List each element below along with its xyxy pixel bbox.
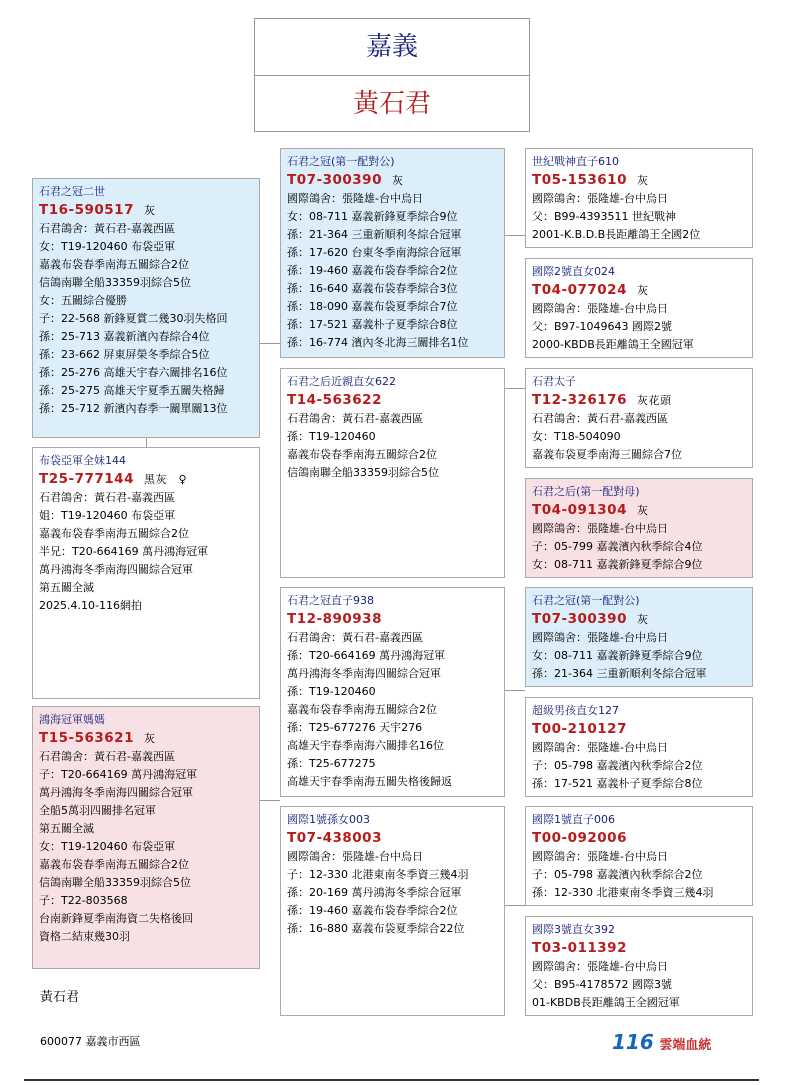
pedigree-line: 石君鴿舍：黃石君-嘉義西區 xyxy=(532,412,668,425)
pedigree-header xyxy=(254,18,530,132)
pigeon-title: 石君之冠直子938 xyxy=(287,594,374,607)
ring-number-row xyxy=(532,281,746,300)
ring-number-row xyxy=(287,391,498,410)
ring-number: T07-438003 xyxy=(287,830,382,846)
footer-address: 600077 嘉義市西區 xyxy=(40,1035,141,1048)
pedigree-line: 嘉義布袋春季南海五關綜合2位 xyxy=(39,258,189,271)
pedigree-line: 女：五關綜合優勝 xyxy=(39,294,127,307)
pedigree-line: 嘉義布袋春季南海五關綜合2位 xyxy=(287,448,437,461)
pedigree-line: 孫：17-521 嘉義朴子夏季綜合8位 xyxy=(532,777,703,790)
pedigree-line: 信鴿南聯全船33359羽綜合5位 xyxy=(39,276,191,289)
connector-line xyxy=(505,235,525,236)
pedigree-line: 父：B95-4178572 國際3號 xyxy=(532,978,672,991)
pigeon-title: 石君之后近親直女622 xyxy=(287,375,396,388)
pedigree-line: 父：B97-1049643 國際2號 xyxy=(532,320,672,333)
pedigree-line: 2001-K.B.D.B長距離鴿王全國2位 xyxy=(532,228,701,241)
pedigree-line: 石君鴿舍：黃石君-嘉義西區 xyxy=(39,491,175,504)
sibling-pigeon-card xyxy=(32,447,260,699)
feather-color: 灰 xyxy=(143,204,156,217)
pedigree-line: 國際鴿舍：張隆雄-台中烏日 xyxy=(532,960,668,973)
ggp-card-6 xyxy=(525,697,753,797)
connector-line xyxy=(260,800,280,801)
pigeon-title: 石君之冠(第一配對公) xyxy=(532,594,640,607)
pedigree-line: 2025.4.10-116網拍 xyxy=(39,599,142,612)
logo-number: 116 xyxy=(612,1030,654,1054)
pigeon-title: 石君太子 xyxy=(532,375,576,388)
pedigree-line: 國際鴿舍：張隆雄-台中烏日 xyxy=(532,522,668,535)
ring-number-row xyxy=(532,391,746,410)
pigeon-title: 世紀戰神直子610 xyxy=(532,155,619,168)
ring-number: T05-153610 xyxy=(532,172,627,188)
ring-number: T25-777144 xyxy=(39,471,134,487)
pedigree-line: 孫：25-713 嘉義新濱內春綜合4位 xyxy=(39,330,210,343)
pedigree-line: 孫：18-090 嘉義布袋夏季綜合7位 xyxy=(287,300,458,313)
pedigree-line: 國際鴿舍：張隆雄-台中烏日 xyxy=(532,192,668,205)
pedigree-line: 女：T19-120460 布袋亞軍 xyxy=(39,240,176,253)
pedigree-line: 子：05-799 嘉義濱內秋季綜合4位 xyxy=(532,540,703,553)
ggp-card-5 xyxy=(525,587,753,687)
pedigree-line: 2000-KBDB長距離鴿王全國冠軍 xyxy=(532,338,694,351)
pedigree-line: 第五關全滅 xyxy=(39,581,94,594)
pedigree-line: 台南新鋒夏季南海資二失格後回 xyxy=(39,912,193,925)
pedigree-line: 孫：25-712 新濱內春季一關單關13位 xyxy=(39,402,228,415)
pedigree-line: 孫：21-364 三重新順利冬綜合冠軍 xyxy=(532,667,707,680)
pedigree-line: 嘉義布袋春季南海五關綜合2位 xyxy=(39,858,189,871)
pigeon-title: 國際3號直女392 xyxy=(532,923,615,936)
pedigree-line: 孫：19-460 嘉義布袋春季綜合2位 xyxy=(287,264,458,277)
connector-line xyxy=(505,388,525,389)
ring-number-row xyxy=(532,829,746,848)
ggp-card-1 xyxy=(525,148,753,248)
pedigree-line: 孫：25-276 高雄天宇春六關排名16位 xyxy=(39,366,228,379)
bottom-divider xyxy=(24,1079,759,1081)
pedigree-line: 第五關全滅 xyxy=(39,822,94,835)
ring-number-row xyxy=(532,939,746,958)
ggp-card-3 xyxy=(525,368,753,468)
pedigree-line: 女：T19-120460 布袋亞軍 xyxy=(39,840,176,853)
pedigree-line: 孫：21-364 三重新順利冬綜合冠軍 xyxy=(287,228,462,241)
pedigree-line: 國際鴿舍：張隆雄-台中烏日 xyxy=(287,850,423,863)
pedigree-line: 孫：25-275 高雄天宇夏季五關失格歸 xyxy=(39,384,225,397)
pedigree-line: 女：08-711 嘉義新鋒夏季綜合9位 xyxy=(532,558,703,571)
feather-color: 灰花頭 xyxy=(636,394,672,407)
pedigree-line: 全船5萬羽四關排名冠軍 xyxy=(39,804,156,817)
pedigree-line: 石君鴿舍：黃石君-嘉義西區 xyxy=(287,412,423,425)
sire-dam-pigeon-card xyxy=(280,368,505,578)
pedigree-line: 子：12-330 北港東南冬季資三幾4羽 xyxy=(287,868,469,881)
pedigree-line: 子：22-568 新鋒夏賞二幾30羽失格回 xyxy=(39,312,228,325)
pedigree-line: 嘉義布袋春季南海五關綜合2位 xyxy=(287,703,437,716)
ring-number-row xyxy=(39,201,253,220)
pedigree-line: 父：B99-4393511 世紀戰神 xyxy=(532,210,676,223)
pedigree-line: 子：T22-803568 xyxy=(39,894,128,907)
pedigree-line: 石君鴿舍：黃石君-嘉義西區 xyxy=(39,222,175,235)
pedigree-line: 孫：T19-120460 xyxy=(287,430,376,443)
ring-number-row xyxy=(532,610,746,629)
connector-line xyxy=(260,343,280,344)
ggp-card-8 xyxy=(525,916,753,1016)
connector-line xyxy=(505,690,525,691)
pedigree-line: 孫：12-330 北港東南冬季資三幾4羽 xyxy=(532,886,714,899)
pedigree-line: 孫：T20-664169 萬丹鴻海冠軍 xyxy=(287,649,446,662)
pedigree-line: 01-KBDB長距離鴿王全國冠軍 xyxy=(532,996,680,1009)
connector-line xyxy=(505,905,525,906)
pigeon-title: 石君之冠二世 xyxy=(39,185,105,198)
pedigree-line: 萬丹鴻海冬季南海四關綜合冠軍 xyxy=(39,786,193,799)
ring-number-row xyxy=(39,729,253,748)
pedigree-line: 高雄天宇春季南海六關排名16位 xyxy=(287,739,444,752)
pedigree-line: 高雄天宇春季南海五關失格後歸返 xyxy=(287,775,452,788)
connector-line xyxy=(146,438,147,447)
pedigree-line: 孫：20-169 萬丹鴻海冬季綜合冠軍 xyxy=(287,886,462,899)
ring-number: T14-563622 xyxy=(287,392,382,408)
pigeon-title: 布袋亞軍全妹144 xyxy=(39,454,126,467)
pedigree-line: 信鴿南聯全船33359羽綜合5位 xyxy=(287,466,439,479)
ring-number: T15-563621 xyxy=(39,730,134,746)
pedigree-line: 孫：T19-120460 xyxy=(287,685,376,698)
pedigree-line: 萬丹鴻海冬季南海四關綜合冠軍 xyxy=(39,563,193,576)
dam-pigeon-card xyxy=(32,706,260,969)
ggp-card-7 xyxy=(525,806,753,906)
pigeon-title: 石君之后(第一配對母) xyxy=(532,485,640,498)
subject-pigeon-card xyxy=(32,178,260,438)
pedigree-line: 半兄：T20-664169 萬丹鴻海冠軍 xyxy=(39,545,209,558)
ring-number: T07-300390 xyxy=(287,172,382,188)
feather-color: 灰 xyxy=(636,284,649,297)
pedigree-line: 嘉義布袋夏季南海三關綜合7位 xyxy=(532,448,682,461)
ring-number: T04-091304 xyxy=(532,502,627,518)
ring-number: T07-300390 xyxy=(532,611,627,627)
feather-color: 灰 xyxy=(636,174,649,187)
pedigree-line: 石君鴿舍：黃石君-嘉義西區 xyxy=(39,750,175,763)
pedigree-line: 孫：17-620 台東冬季南海綜合冠軍 xyxy=(287,246,462,259)
owner-title: 黃石君 xyxy=(352,89,431,119)
pigeon-title: 國際1號直子006 xyxy=(532,813,615,826)
ring-number: T12-326176 xyxy=(532,392,627,408)
pedigree-line: 國際鴿舍：張隆雄-台中烏日 xyxy=(532,741,668,754)
location-title: 嘉義 xyxy=(255,19,529,76)
feather-color: 灰 xyxy=(143,732,156,745)
pedigree-line: 國際鴿舍：張隆雄-台中烏日 xyxy=(287,192,423,205)
ring-number-row xyxy=(532,720,746,739)
pedigree-line: 孫：T25-677275 xyxy=(287,757,376,770)
pigeon-title: 國際1號孫女003 xyxy=(287,813,370,826)
ring-number: T04-077024 xyxy=(532,282,627,298)
pedigree-line: 孫：19-460 嘉義布袋春季綜合2位 xyxy=(287,904,458,917)
ring-number: T03-011392 xyxy=(532,940,627,956)
ggp-card-4 xyxy=(525,478,753,578)
pedigree-line: 資格二結束幾30羽 xyxy=(39,930,130,943)
ring-number-row xyxy=(39,470,253,489)
ring-number: T00-210127 xyxy=(532,721,627,737)
logo-text: 雲端血統 xyxy=(659,1038,712,1053)
pigeon-title: 鴻海冠軍媽媽 xyxy=(39,713,105,726)
pigeon-title: 石君之冠(第一配對公) xyxy=(287,155,395,168)
pedigree-line: 萬丹鴻海冬季南海四關綜合冠軍 xyxy=(287,667,441,680)
pedigree-line: 子：05-798 嘉義濱內秋季綜合2位 xyxy=(532,868,703,881)
ring-number: T16-590517 xyxy=(39,202,134,218)
footer-owner: 黃石君 xyxy=(40,990,80,1005)
feather-color: 灰 xyxy=(636,504,649,517)
pedigree-line: 國際鴿舍：張隆雄-台中烏日 xyxy=(532,631,668,644)
dam-dam-pigeon-card xyxy=(280,806,505,1016)
pedigree-line: 姐：T19-120460 布袋亞軍 xyxy=(39,509,176,522)
brand-logo xyxy=(612,1030,711,1054)
dam-sire-pigeon-card xyxy=(280,587,505,797)
pedigree-line: 信鴿南聯全船33359羽綜合5位 xyxy=(39,876,191,889)
ring-number: T00-092006 xyxy=(532,830,627,846)
pedigree-line: 國際鴿舍：張隆雄-台中烏日 xyxy=(532,302,668,315)
ring-number: T12-890938 xyxy=(287,611,382,627)
ggp-card-2 xyxy=(525,258,753,358)
pedigree-line: 女：08-711 嘉義新鋒夏季綜合9位 xyxy=(532,649,703,662)
pedigree-line: 孫：16-880 嘉義布袋夏季綜合22位 xyxy=(287,922,465,935)
sire-pigeon-card xyxy=(280,148,505,358)
pedigree-line: 孫：23-662 屏東屏榮冬季綜合5位 xyxy=(39,348,210,361)
pedigree-line: 女：T18-504090 xyxy=(532,430,621,443)
ring-number-row xyxy=(287,829,498,848)
pedigree-line: 子：05-798 嘉義濱內秋季綜合2位 xyxy=(532,759,703,772)
feather-color: 灰 xyxy=(636,613,649,626)
feather-color: 灰 xyxy=(391,174,404,187)
pedigree-line: 女：08-711 嘉義新鋒夏季綜合9位 xyxy=(287,210,458,223)
feather-color: 黑灰 ♀ xyxy=(143,473,188,486)
pedigree-line: 孫：T25-677276 天宇276 xyxy=(287,721,423,734)
pigeon-title: 國際2號直女024 xyxy=(532,265,615,278)
pedigree-line: 嘉義布袋春季南海五關綜合2位 xyxy=(39,527,189,540)
pedigree-line: 子：T20-664169 萬丹鴻海冠軍 xyxy=(39,768,198,781)
pedigree-line: 國際鴿舍：張隆雄-台中烏日 xyxy=(532,850,668,863)
ring-number-row xyxy=(287,610,498,629)
ring-number-row xyxy=(532,171,746,190)
pedigree-line: 石君鴿舍：黃石君-嘉義西區 xyxy=(287,631,423,644)
pedigree-line: 孫：16-774 濱內冬北海三關排名1位 xyxy=(287,336,469,349)
ring-number-row xyxy=(287,171,498,190)
pigeon-title: 超級男孩直女127 xyxy=(532,704,619,717)
pedigree-line: 孫：17-521 嘉義朴子夏季綜合8位 xyxy=(287,318,458,331)
pedigree-line: 孫：16-640 嘉義布袋春季綜合3位 xyxy=(287,282,458,295)
ring-number-row xyxy=(532,501,746,520)
